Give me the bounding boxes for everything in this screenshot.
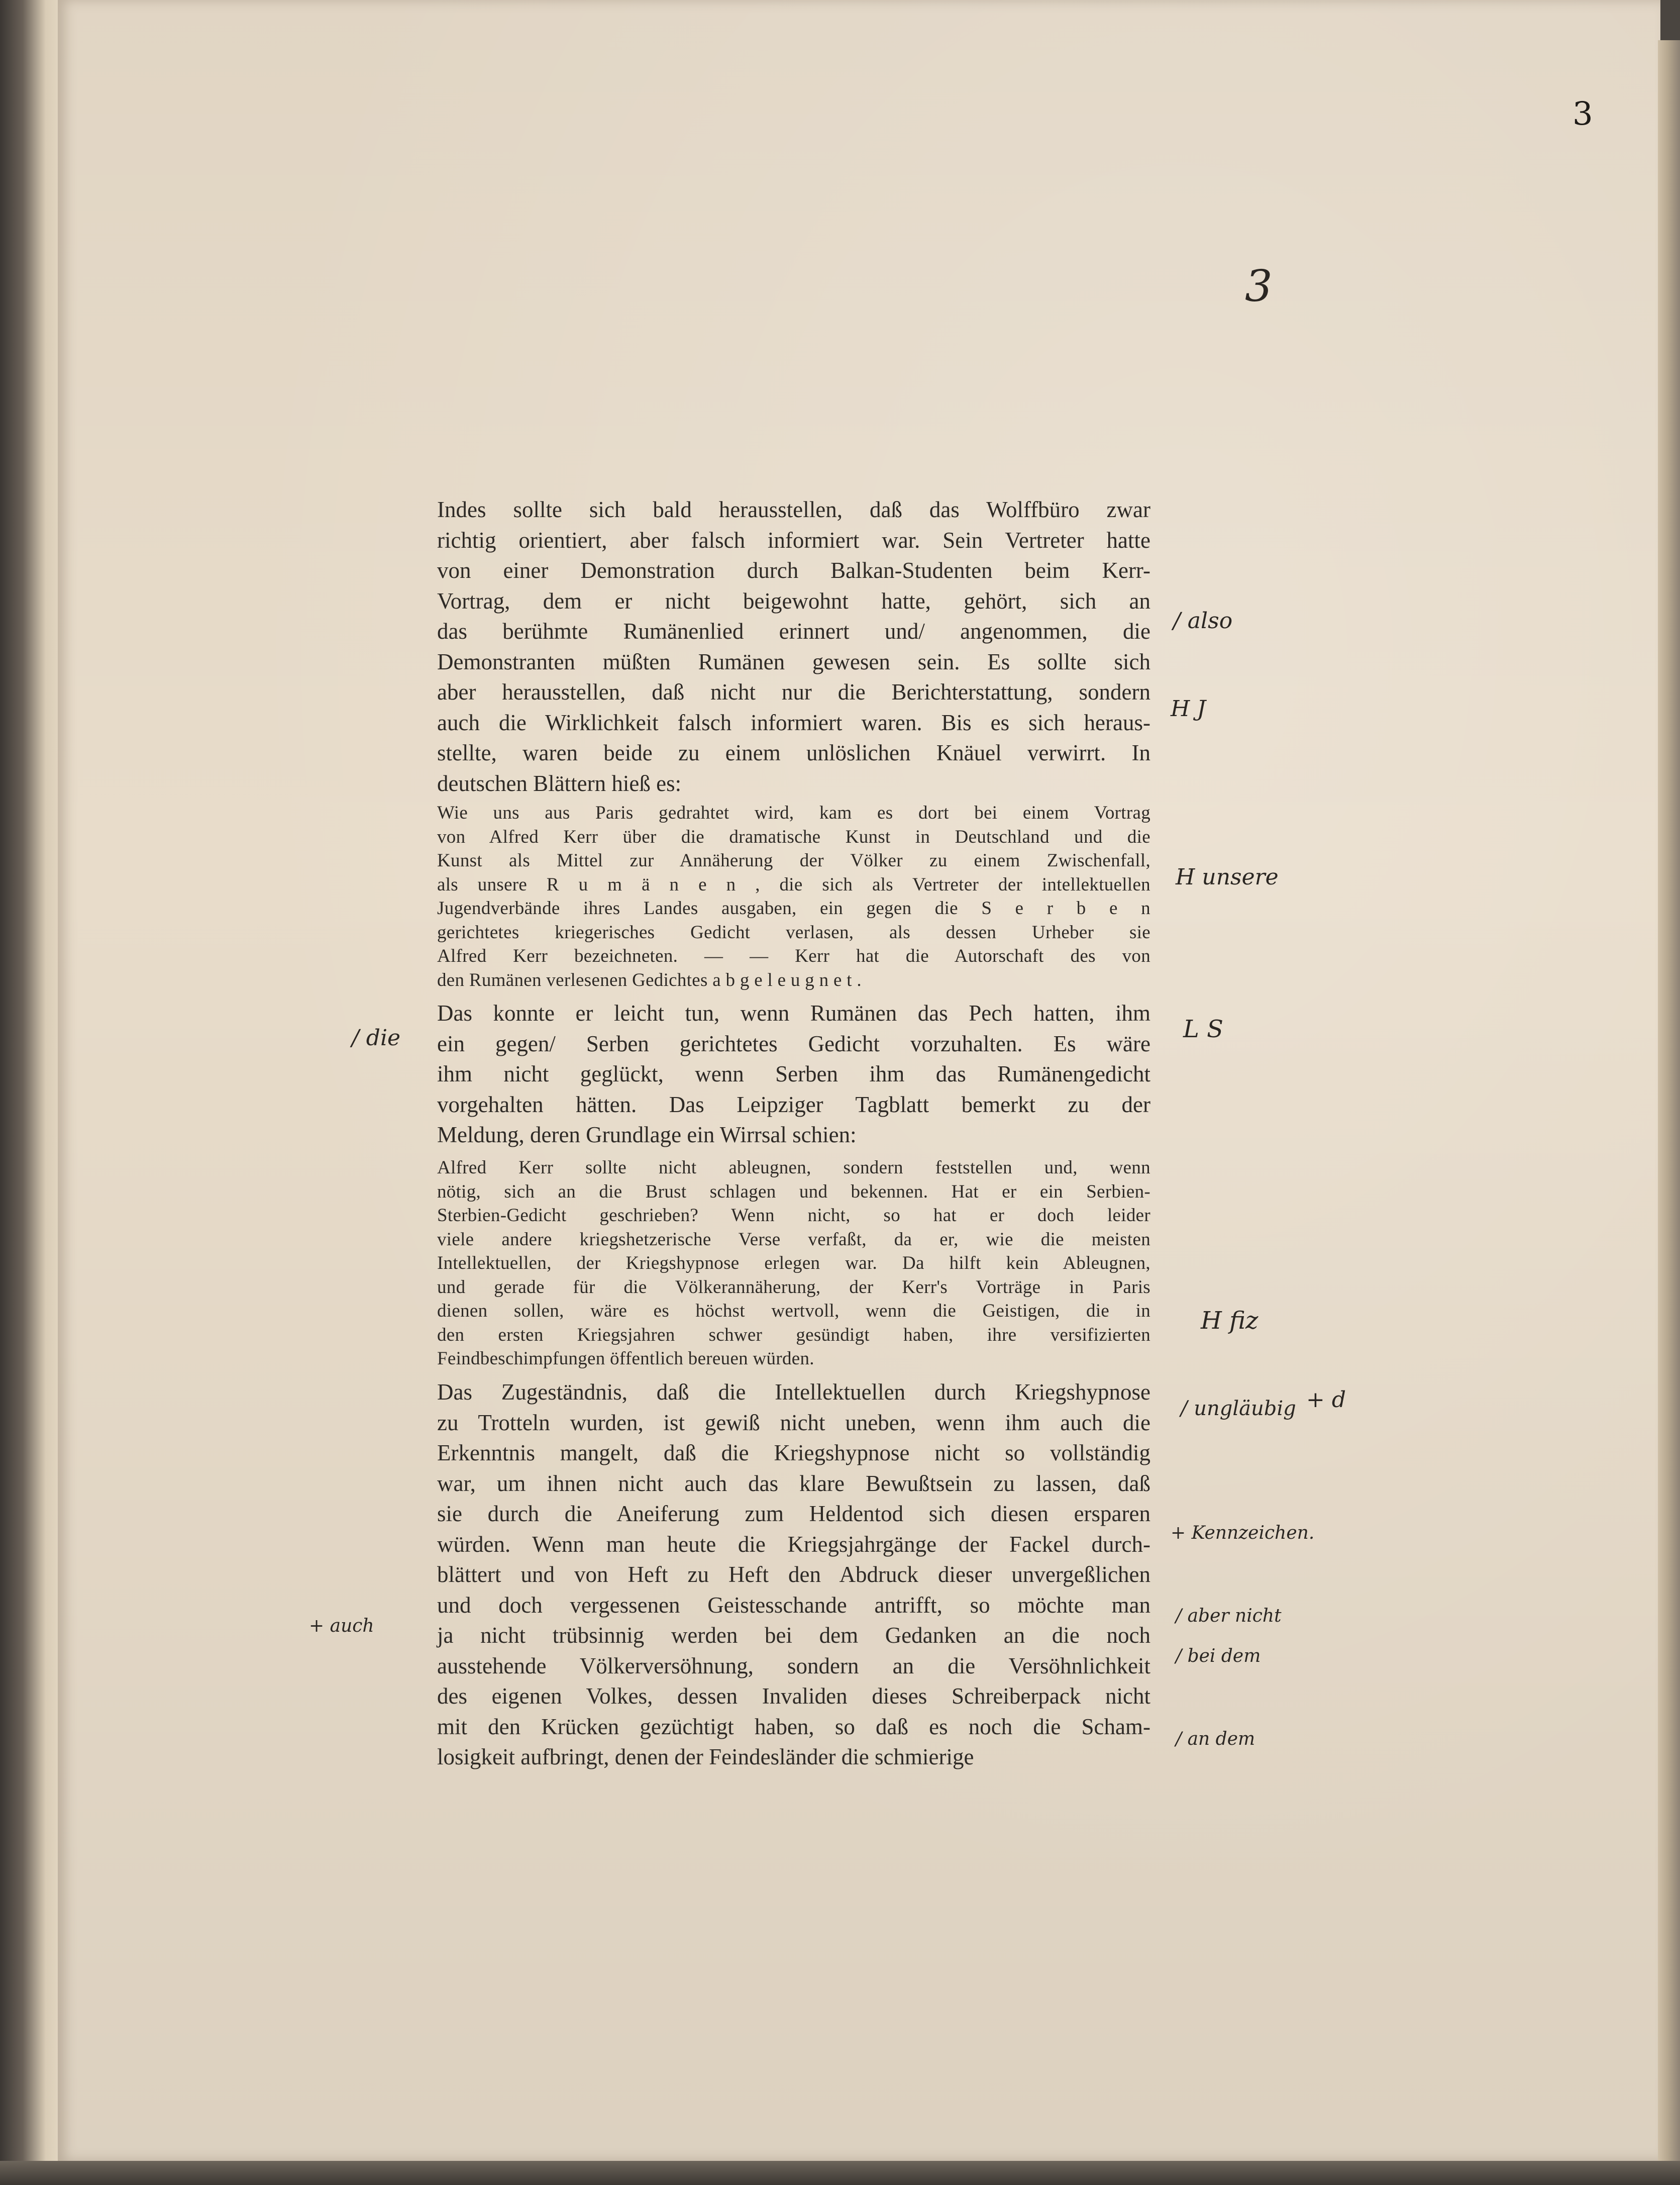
text-line: des eigenen Volkes, dessen Invaliden dieses Schreiberpack nicht xyxy=(437,1683,1150,1709)
left-page-gutter xyxy=(0,0,65,2185)
margin-note: H unsere xyxy=(1176,864,1279,890)
text-line: viele andere kriegshetzerische Verse verfaßt, da er, wie die meisten xyxy=(437,1229,1150,1250)
right-page-edge xyxy=(1658,40,1680,2161)
margin-note: H fiz xyxy=(1201,1307,1258,1335)
text-line: dienen sollen, wäre es höchst wertvoll, wenn die Geistigen, die in xyxy=(437,1301,1150,1321)
text-line: auch die Wirklichkeit falsch informiert waren. Bis es sich heraus- xyxy=(437,710,1150,735)
text-line: blättert und von Heft zu Heft den Abdruck dieser unvergeßlichen xyxy=(437,1562,1150,1587)
text-line: Vortrag, dem er nicht beigewohnt hatte, gehört, sich an xyxy=(437,588,1150,614)
text-line: Indes sollte sich bald herausstellen, daß das Wolffbüro zwar xyxy=(437,497,1150,522)
text-line: Das Zugeständnis, daß die Intellektuellen durch Kriegshypnose xyxy=(437,1379,1150,1405)
text-line: ausstehende Völkerversöhnung, sondern an die Versöhnlichkeit xyxy=(437,1653,1150,1678)
text-line: richtig orientiert, aber falsch informiert war. Sein Vertreter hatte xyxy=(437,527,1150,553)
text-line: Erkenntnis mangelt, daß die Kriegshypnose nicht so vollständig xyxy=(437,1440,1150,1465)
handwritten-page-number: 3 xyxy=(1245,261,1273,312)
text-line: Sterbien-Gedicht geschrieben? Wenn nicht, so hat er doch leider xyxy=(437,1205,1150,1226)
margin-note: + d xyxy=(1306,1387,1346,1413)
margin-note: / aber nicht xyxy=(1176,1606,1282,1626)
margin-note: / bei dem xyxy=(1176,1646,1261,1666)
margin-note: / ungläubig xyxy=(1181,1397,1296,1420)
text-line: nötig, sich an die Brust schlagen und bekennen. Hat er ein Serbien- xyxy=(437,1181,1150,1202)
text-line: zu Trotteln wurden, ist gewiß nicht uneben, wenn ihm auch die xyxy=(437,1410,1150,1435)
text-line: Intellektuellen, der Kriegshypnose erlegen war. Da hilft kein Ableugnen, xyxy=(437,1253,1150,1273)
text-line: Demonstranten müßten Rumänen gewesen sein. Es sollte sich xyxy=(437,649,1150,674)
text-line: war, um ihnen nicht auch das klare Bewußtsein zu lassen, daß xyxy=(437,1470,1150,1496)
paragraph-1 xyxy=(437,494,1150,799)
text-line: gerichtetes kriegerisches Gedicht verlasen, als dessen Urheber sie xyxy=(437,922,1150,943)
bottom-shadow xyxy=(0,2161,1680,2185)
text-line: als unsere R u m ä n e n , die sich als Vertreter der intellektuellen xyxy=(437,874,1150,895)
margin-note: L S xyxy=(1183,1015,1224,1043)
text-line: ja nicht trübsinnig werden bei dem Gedanken an die noch xyxy=(437,1623,1150,1648)
quote-2 xyxy=(437,1156,1150,1371)
text-line: den ersten Kriegsjahren schwer gesündigt haben, ihre versifizierten xyxy=(437,1324,1150,1345)
margin-note: / an dem xyxy=(1176,1729,1255,1749)
text-line: mit den Krücken gezüchtigt haben, so daß es noch die Scham- xyxy=(437,1714,1150,1739)
text-line: Alfred Kerr bezeichneten. — — Kerr hat die Autorschaft des von xyxy=(437,946,1150,966)
text-line: den Rumänen verlesenen Gedichtes a b g e l e u g n e t . xyxy=(437,969,862,990)
text-line: würden. Wenn man heute die Kriegsjahrgänge der Fackel durch- xyxy=(437,1531,1150,1557)
printed-page-number: 3 xyxy=(1572,95,1593,133)
quote-1 xyxy=(437,801,1150,992)
text-line: Meldung, deren Grundlage ein Wirrsal schien: xyxy=(437,1122,857,1147)
text-line: aber herausstellen, daß nicht nur die Berichterstattung, sondern xyxy=(437,679,1150,705)
text-line: Jugendverbände ihres Landes ausgaben, ein gegen die S e r b e n xyxy=(437,898,1150,919)
margin-note: H J xyxy=(1171,696,1206,722)
margin-note: / also xyxy=(1173,608,1233,634)
text-line: losigkeit aufbringt, denen der Feindesländer die schmierige xyxy=(437,1744,974,1769)
text-line: Wie uns aus Paris gedrahtet wird, kam es dort bei einem Vortrag xyxy=(437,803,1150,823)
text-line: Feindbeschimpfungen öffentlich bereuen würden. xyxy=(437,1348,814,1369)
paragraph-3 xyxy=(437,1377,1150,1772)
text-line: Das konnte er leicht tun, wenn Rumänen das Pech hatten, ihm xyxy=(437,1001,1150,1026)
text-line: Alfred Kerr sollte nicht ableugnen, sondern feststellen und, wenn xyxy=(437,1157,1150,1178)
text-line: vorgehalten hätten. Das Leipziger Tagblatt bemerkt zu der xyxy=(437,1091,1150,1117)
text-line: von einer Demonstration durch Balkan-Studenten beim Kerr- xyxy=(437,558,1150,583)
text-line: von Alfred Kerr über die dramatische Kunst in Deutschland und die xyxy=(437,826,1150,847)
text-line: Kunst als Mittel zur Annäherung der Völker zu einem Zwischenfall, xyxy=(437,850,1150,871)
text-line: ein gegen/ Serben gerichtetes Gedicht vorzuhalten. Es wäre xyxy=(437,1031,1150,1056)
paragraph-2 xyxy=(437,998,1150,1150)
margin-note: / die xyxy=(352,1025,401,1051)
margin-note: + Kennzeichen. xyxy=(1171,1523,1315,1543)
text-line: sie durch die Aneiferung zum Heldentod sich diesen ersparen xyxy=(437,1501,1150,1526)
margin-note: + auch xyxy=(309,1616,374,1636)
text-line: ihm nicht geglückt, wenn Serben ihm das Rumänengedicht xyxy=(437,1061,1150,1086)
text-line: und doch vergessenen Geistesschande antrifft, so möchte man xyxy=(437,1592,1150,1618)
text-line: das berühmte Rumänenlied erinnert und/ angenommen, die xyxy=(437,619,1150,644)
text-line: stellte, waren beide zu einem unlöslichen Knäuel verwirrt. In xyxy=(437,740,1150,765)
text-line: deutschen Blättern hieß es: xyxy=(437,770,682,796)
text-line: und gerade für die Völkerannäherung, der Kerr's Vorträge in Paris xyxy=(437,1276,1150,1298)
